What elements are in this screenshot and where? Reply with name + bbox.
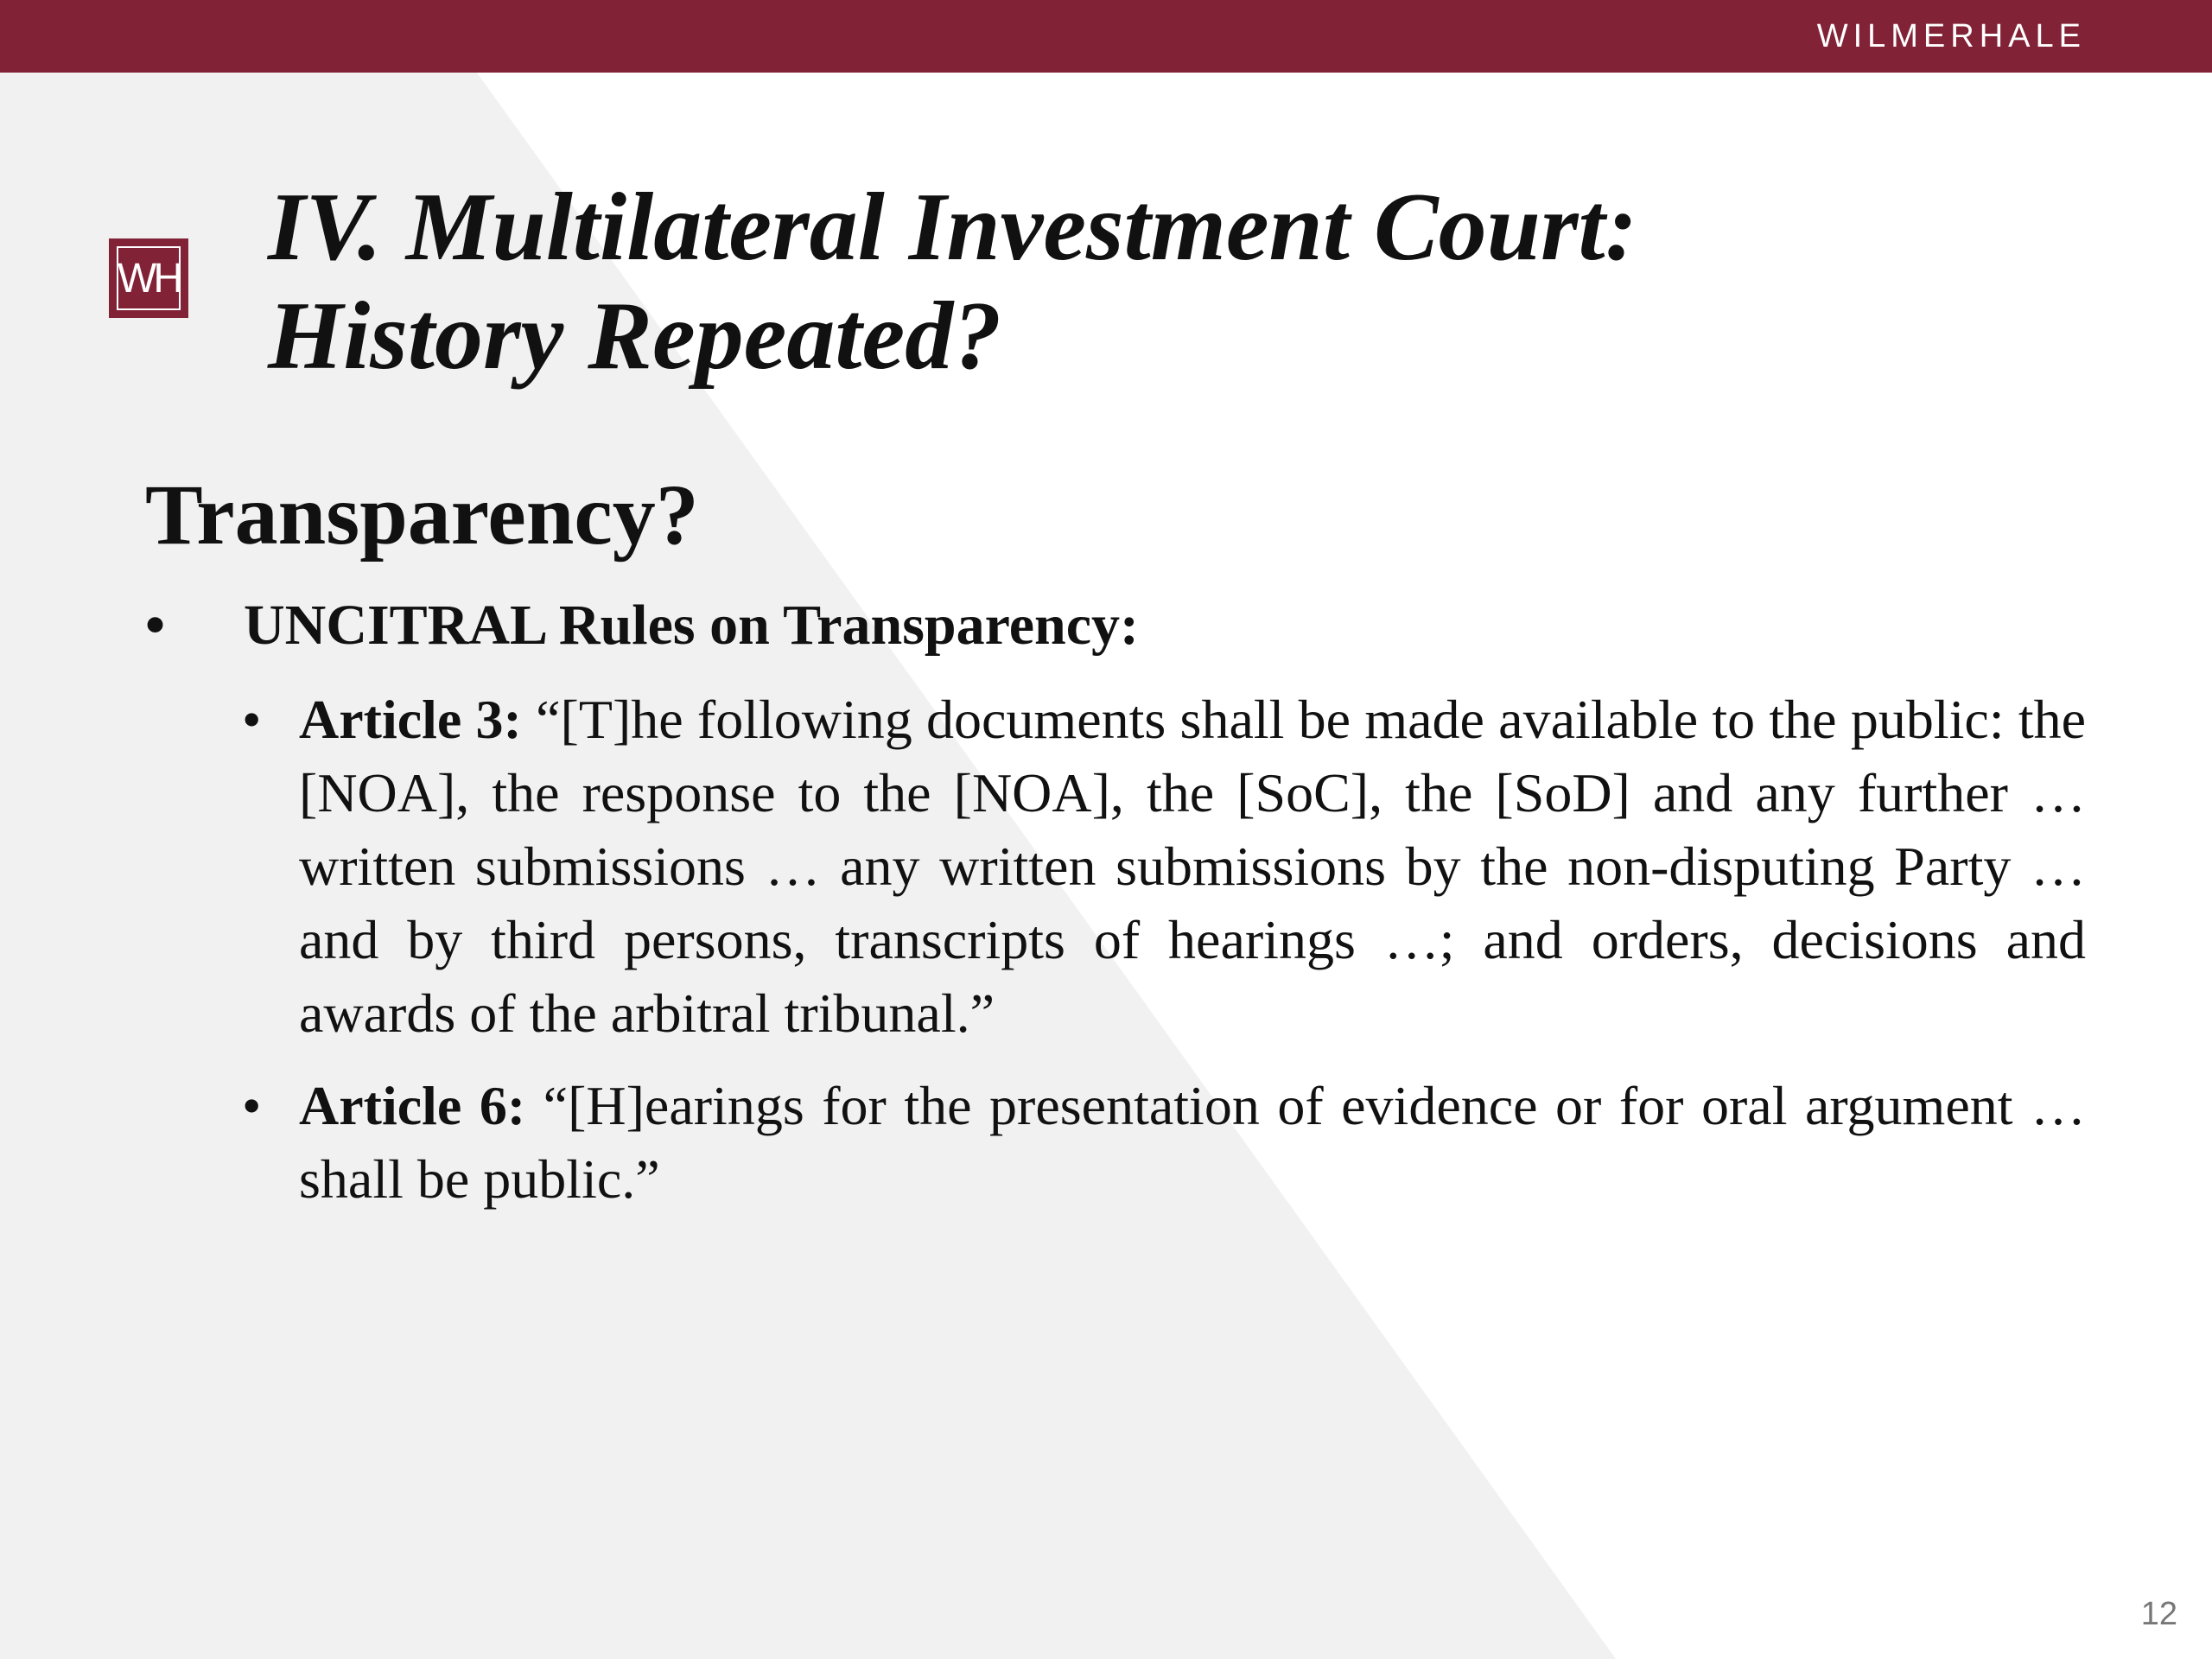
logo-text: WH xyxy=(117,246,181,310)
bullet-uncitral xyxy=(145,591,2089,660)
wh-logo-icon xyxy=(111,240,187,316)
page-number: 12 xyxy=(2140,1596,2177,1632)
sub-bullet-list xyxy=(242,683,2086,1235)
sub-bullet-article-3 xyxy=(242,683,2086,1050)
sub-bullet-dot: • xyxy=(242,1075,262,1136)
top-bar xyxy=(0,0,2212,73)
article-6-label: Article 6: xyxy=(299,1075,526,1136)
article-3-text: “[T]he following documents shall be made available to the public: the [NOA], the response to the [NOA], the [SoC], the [SoD] and any further … written submissions … any written submissions by the non-disputing Party … and by third persons, transcripts of hearings …; and orders, decisions and awards of the arbitral tribunal.” xyxy=(299,689,2087,1044)
bullet-dot: • xyxy=(145,594,166,657)
sub-bullet-article-6 xyxy=(242,1069,2086,1216)
section-heading: Transparency? xyxy=(145,467,699,563)
title-line-1: IV. Multilateral Investment Court: xyxy=(268,174,1637,281)
sub-bullet-dot: • xyxy=(242,689,262,750)
article-6-text: “[H]earings for the presentation of evidence or for oral argument … shall be public.” xyxy=(299,1075,2087,1210)
brand-name: WILMERHALE xyxy=(1816,18,2086,54)
article-3-label: Article 3: xyxy=(299,689,522,750)
title-line-2: History Repeated? xyxy=(268,283,1002,390)
bullet-label: UNCITRAL Rules on Transparency: xyxy=(244,594,1139,657)
slide-title xyxy=(268,173,1637,391)
